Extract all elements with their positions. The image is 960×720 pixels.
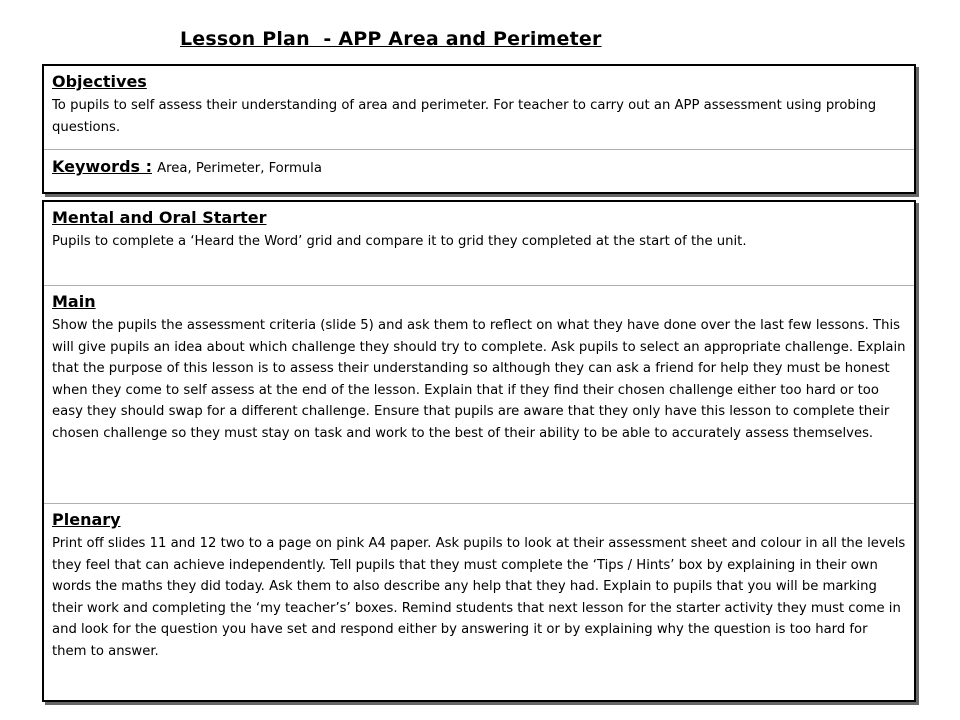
keywords-line	[52, 154, 906, 182]
keywords-label: Keywords :	[52, 157, 153, 176]
main-section	[44, 286, 914, 504]
starter-text: Pupils to complete a ‘Heard the Word’ grid and compare it to grid they completed at the start of the unit.	[52, 234, 747, 249]
main-text: Show the pupils the assessment criteria (slide 5) and ask them to reflect on what they have done over the last few lessons. This will give pupils an idea about which challenge they should try to complete. Ask pupils to select an appropriate challenge. Explain that the purpose of this lesson is to assess their understanding so although they can ask a friend for help they must be honest when they come to self assess at the end of the lesson. Explain that if they find their chosen challenge either too hard or too easy they should swap for a different challenge. Ensure that pupils are aware that they only have this lesson to complete their chosen challenge so they must stay on task and work to the best of their ability to be able to accurately assess themselves.	[52, 318, 906, 441]
keywords-section	[44, 150, 914, 192]
keywords-value: Area, Perimeter, Formula	[157, 161, 322, 176]
page-title: Lesson Plan - APP Area and Perimeter	[180, 28, 602, 50]
objectives-section	[44, 66, 914, 150]
starter-section	[44, 202, 914, 286]
lesson-activities-box	[42, 200, 916, 702]
plenary-text: Print off slides 11 and 12 two to a page on pink A4 paper. Ask pupils to look at their assessment sheet and colour in all the levels they feel that can achieve independently. Tell pupils that they must complete the ‘Tips / Hints’ box by explaining in their own words the maths they did today. Ask them to also describe any help that they had. Explain to pupils that you will be marking their work and completing the ‘my teacher’s’ boxes. Remind students that next lesson for the starter activity they must come in and look for the question you have set and respond either by answering it or by explaining why the question is too hard for them to answer.	[52, 536, 906, 659]
objectives-keywords-box	[42, 64, 916, 194]
objectives-text: To pupils to self assess their understanding of area and perimeter. For teacher to carry out an APP assessment using probing questions.	[52, 98, 877, 135]
plenary-section	[44, 504, 914, 700]
starter-heading: Mental and Oral Starter	[52, 208, 267, 227]
objectives-heading: Objectives	[52, 72, 147, 91]
main-heading: Main	[52, 292, 96, 311]
plenary-heading: Plenary	[52, 510, 121, 529]
